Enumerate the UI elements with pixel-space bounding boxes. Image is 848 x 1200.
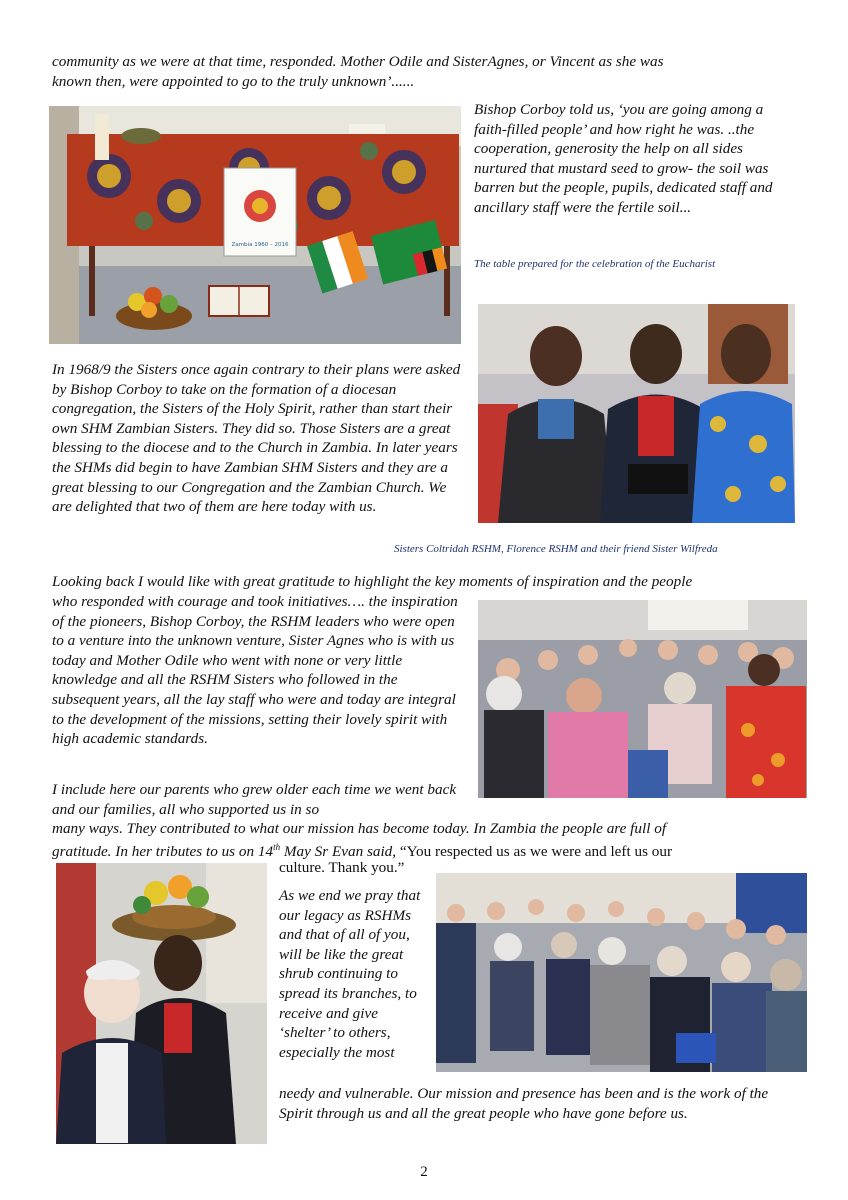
page-number: 2 xyxy=(420,1164,428,1180)
evan-quote-end: culture. Thank you.” xyxy=(279,859,405,876)
photo-two-sisters-fruit-hat xyxy=(56,863,267,1144)
tribute-superscript: th xyxy=(273,842,281,852)
parents-line-wide: many ways. They contributed to what our mission has become today. In Zambia the people are full of xyxy=(52,820,667,837)
evan-quote-start: “You respected us as we were and left us our xyxy=(399,843,673,861)
photo-eucharist-table xyxy=(49,106,461,344)
photo-congregation-seated xyxy=(478,600,807,798)
looking-back-first-line: Looking back I would like with great gratitude to highlight the key moments of inspiration and the people xyxy=(52,573,693,590)
looking-back-paragraph: who responded with courage and took initiatives…. the inspiration of the pioneers, Bishop Corboy, the RSHM leaders who were open to a venture into the unknown venture, Sister Agnes who is with us today and Mother Odile who went with none or very little knowledge and all the RSHM Sisters who followed in the subsequent years, all the lay staff who were and today are integral to the development of the missions, setting their lovely spirit with high academic standards. xyxy=(52,593,458,748)
caption-eucharist-table: The table prepared for the celebration of the Eucharist xyxy=(474,258,716,270)
closing-prayer-narrow: As we end we pray that our legacy as RSHMs and that of all of you, will be like the great shrub continuing to spread its branches, to receive and give ‘shelter’ to others, especially the most xyxy=(279,887,421,1061)
tribute-line xyxy=(52,838,842,862)
closing-prayer-wide: needy and vulnerable. Our mission and presence has been and is the work of the Spirit through us and all the great people who have gone before us. xyxy=(279,1085,769,1122)
parents-lines: I include here our parents who grew older each time we went back and our families, all who supported us in so xyxy=(52,781,457,818)
poster-year: Zambia 1960 – 2016 xyxy=(231,242,289,248)
caption-sisters: Sisters Coltridah RSHM, Florence RSHM and their friend Sister Wilfreda xyxy=(394,543,718,555)
intro-line-2: known then, were appointed to go to the truly unknown’...... xyxy=(52,73,415,90)
intro-line-1: community as we were at that time, responded. Mother Odile and SisterAgnes, or Vincent as she was xyxy=(52,53,664,70)
photo-audience-hall xyxy=(436,873,807,1072)
paragraph-1968: In 1968/9 the Sisters once again contrary to their plans were asked by Bishop Corboy to take on the formation of a diocesan congregation, the Sisters of the Holy Spirit, rather than start their own SHM Zambian Sisters. They did so. Those Sisters are a great blessing to the diocese and to the Church in Zambia. In later years the SHMs did begin to have Zambian SHM Sisters and they are a great blessing to our Congregation and the Zambian Church. We are delighted that two of them are here today with us. xyxy=(52,361,461,516)
bishop-corboy-quote: Bishop Corboy told us, ‘you are going among a faith-filled people’ and how right he was. ..the cooperation, generosity the help on all sides nurtured that mustard seed to grow- the soil was barren but the people, pupils, dedicated staff and ancillary staff were the fertile soil... xyxy=(474,101,773,216)
photo-three-sisters xyxy=(478,304,795,523)
tribute-intro: gratitude. In her tributes to us on 14 xyxy=(52,843,274,861)
tribute-intro-end: May Sr Evan said, xyxy=(280,843,400,861)
